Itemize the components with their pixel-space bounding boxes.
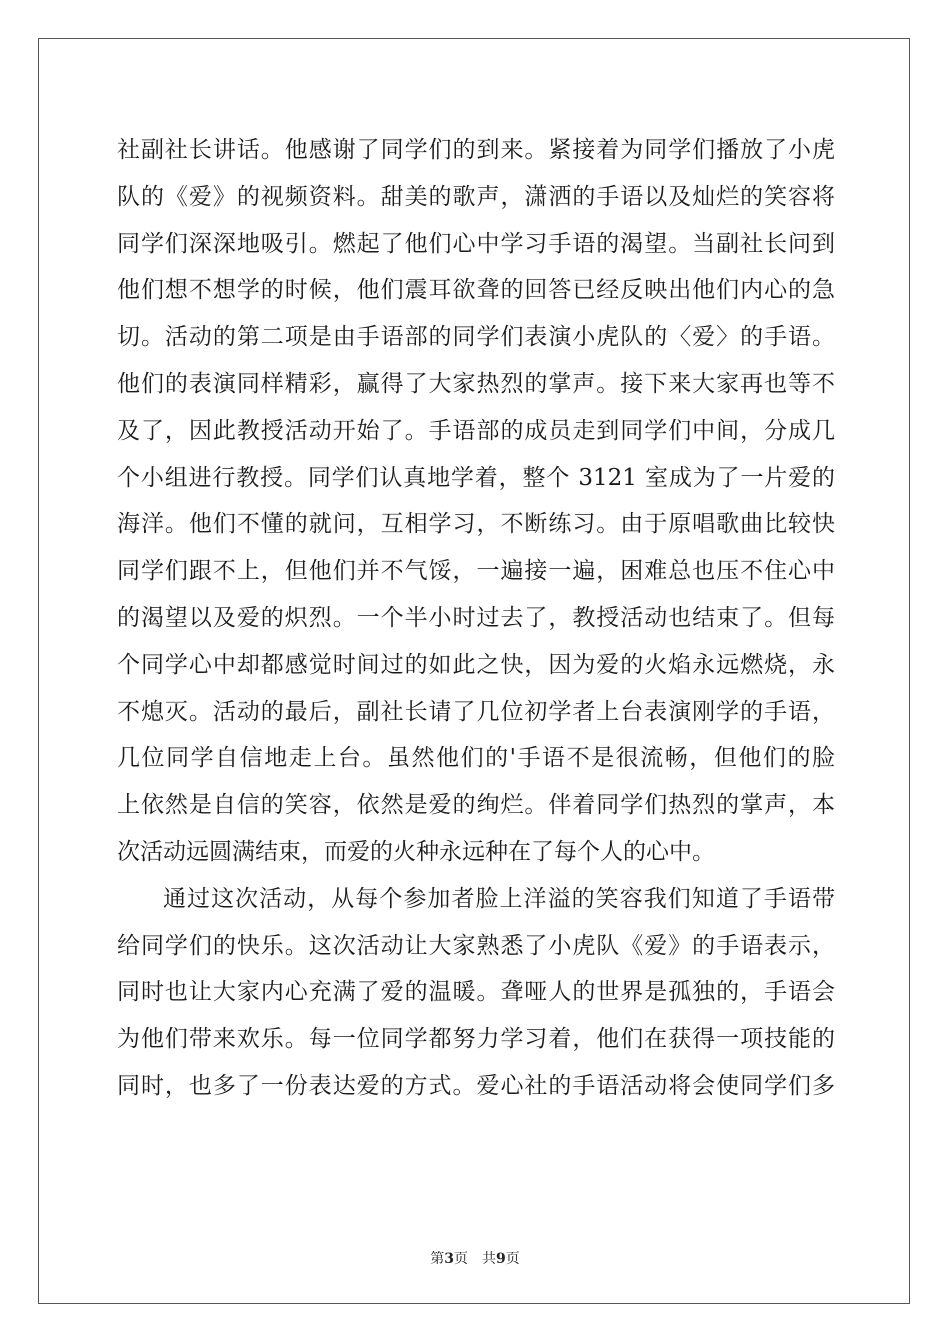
- text-line: 个小组进行教授。同学们认真地学着，整个 3121 室成为了一片爱的: [117, 464, 835, 491]
- paragraph: [117, 876, 835, 1110]
- text-line: 次活动远圆满结束，而爱的火种永远种在了每个人的心中。: [117, 838, 715, 865]
- text-line: 及了，因此教授活动开始了。手语部的成员走到同学们中间，分成几: [117, 417, 835, 444]
- document-body: [117, 127, 835, 1110]
- text-line: 社副社长讲话。他感谢了同学们的到来。紧接着为同学们播放了小虎: [117, 137, 835, 163]
- text-line: 上依然是自信的笑容，依然是爱的绚烂。伴着同学们热烈的掌声，本: [117, 792, 835, 819]
- text-line: 同学们深深地吸引。燃起了他们心中学习手语的渴望。当副社长问到: [117, 230, 835, 257]
- text-line: 几位同学自信地走上台。虽然他们的'手语不是很流畅，但他们的脸: [117, 745, 835, 772]
- text-line: 同学们跟不上，但他们并不气馁，一遍接一遍，困难总也压不住心中: [117, 558, 835, 585]
- page-footer: [0, 1248, 950, 1268]
- total-prefix: 共: [482, 1251, 496, 1267]
- text-line: 同时，也多了一份表达爱的方式。爱心社的手语活动将会使同学们多: [117, 1072, 835, 1099]
- text-line: 海洋。他们不懂的就问，互相学习，不断练习。由于原唱歌曲比较快: [117, 511, 835, 538]
- text-line: 为他们带来欢乐。每一位同学都努力学习着，他们在获得一项技能的: [117, 1026, 835, 1053]
- page-prefix: 第: [430, 1251, 445, 1267]
- text-line: 他们的表演同样精彩，赢得了大家热烈的掌声。接下来大家再也等不: [117, 370, 835, 397]
- page-suffix: 页: [454, 1251, 468, 1267]
- total-suffix: 页: [505, 1251, 520, 1267]
- text-line: 通过这次活动，从每个参加者脸上洋溢的笑容我们知道了手语带: [163, 885, 835, 912]
- text-line: 个同学心中却都感觉时间过的如此之快，因为爱的火焰永远燃烧，永: [117, 651, 835, 678]
- text-line: 的渴望以及爱的炽烈。一个半小时过去了，教授活动也结束了。但每: [117, 604, 835, 631]
- text-line: 队的《爱》的视频资料。甜美的歌声，潇洒的手语以及灿烂的笑容将: [117, 183, 835, 210]
- text-line: 同时也让大家内心充满了爱的温暖。聋哑人的世界是孤独的，手语会: [117, 979, 835, 1006]
- text-line: 给同学们的快乐。这次活动让大家熟悉了小虎队《爱》的手语表示，: [117, 932, 835, 959]
- page-number: 3: [444, 1251, 454, 1267]
- total-pages: 9: [496, 1251, 506, 1267]
- text-line: 他们想不想学的时候，他们震耳欲聋的回答已经反映出他们内心的急: [117, 277, 835, 304]
- paragraph: [117, 127, 835, 876]
- text-line: 切。活动的第二项是由手语部的同学们表演小虎队的〈爱〉的手语。: [117, 324, 835, 351]
- text-line: 不熄灭。活动的最后，副社长请了几位初学者上台表演刚学的手语，: [117, 698, 835, 725]
